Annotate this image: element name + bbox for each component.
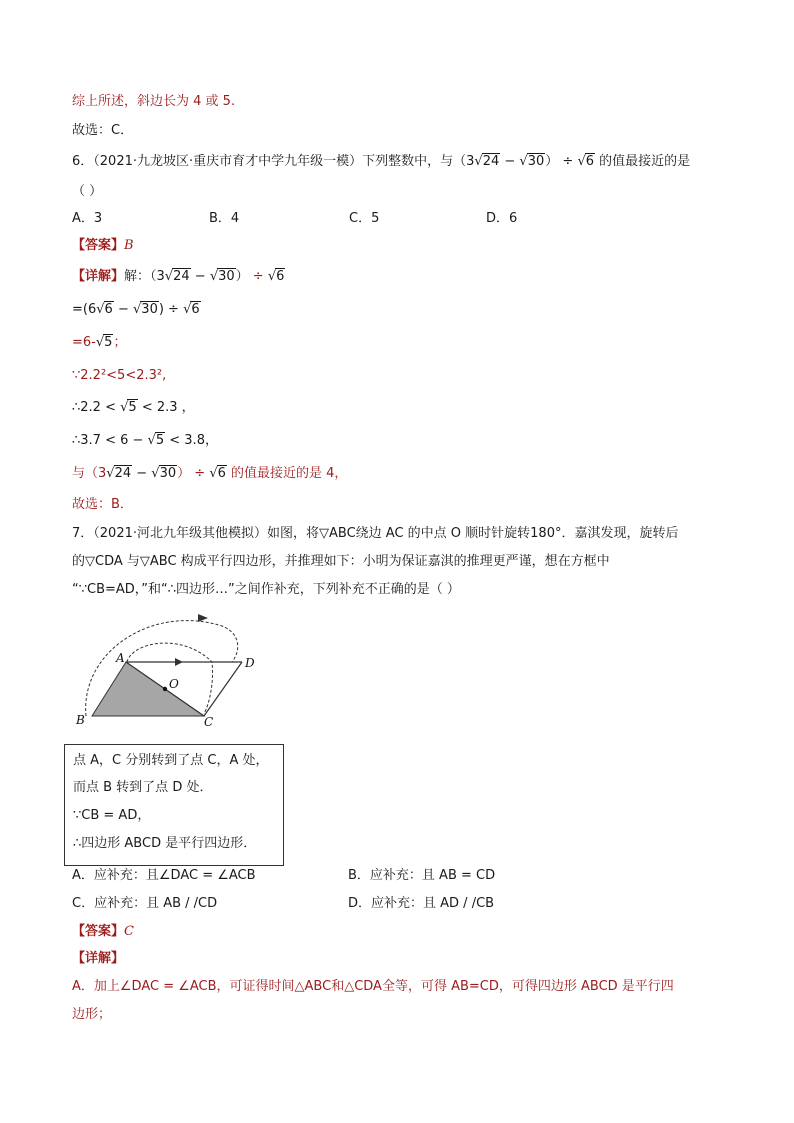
box-line-4: ∴四边形 ABCD 是平行四边形．: [73, 836, 257, 851]
q6-detail-lead-text: 解：（3: [124, 269, 165, 284]
q6-step2: =6-√5；: [72, 335, 127, 350]
q6-concl-a: 与（3: [72, 466, 107, 481]
q7-option-d: D．应补充：且 AD / /CB: [348, 896, 495, 911]
q6-stem-c: 的值最接近的是: [599, 154, 691, 169]
label-b: B: [76, 713, 85, 727]
q7-answer-value: C: [124, 924, 134, 939]
midpoint-o: [163, 687, 167, 691]
q6-rad-24: 24: [482, 154, 500, 169]
q7-line1: 7．（2021·河北九年级其他模拟）如图，将▽ABC绕边 AC 的中点 O 顺时针旋转180°．嘉淇发现，旋转后: [72, 526, 679, 541]
q6-stem-b: ）: [545, 154, 559, 169]
q6-stem-a: 6．（2021·九龙坡区·重庆市育才中学九年级一模）下列整数中，与（: [72, 154, 467, 169]
q6-options: [72, 209, 632, 229]
q7-option-b: B．应补充：且 AB = CD: [348, 868, 496, 883]
parallelogram-figure: [72, 612, 272, 728]
q6-choice: 故选：B．: [72, 497, 133, 512]
q6-answer: [72, 236, 134, 256]
q7-detail-line2: 边形；: [72, 1007, 112, 1022]
q6-answer-label: 【答案】: [72, 238, 125, 253]
q6-answer-value: B: [124, 238, 134, 253]
q6-option-a: A．3: [72, 211, 103, 226]
choice-text: 故选：C．: [72, 123, 134, 138]
q6-option-c: C．5: [349, 211, 380, 226]
q7-answer: [72, 922, 134, 942]
box-line-1: 点 A，C 分别转到了点 C，A 处，: [73, 753, 269, 768]
label-d: D: [245, 656, 255, 670]
q6-rad-6: 6: [585, 154, 595, 169]
q6-step1: =(6√6 − √30) ÷ √6: [72, 302, 200, 317]
q6-step5-a: ∴3.7 < 6 −: [72, 433, 144, 448]
q6-conclusion: 与（3√24 − √30） ÷ √6 的值最接近的是 4，: [72, 466, 348, 481]
q6-step1-text: =(6: [72, 302, 97, 317]
q7-option-a: A．应补充：且∠DAC = ∠ACB: [72, 868, 256, 883]
summary-text: 综上所述，斜边长为 4 或 5.: [72, 94, 236, 109]
q6-concl-b: 的值最接近的是 4，: [231, 466, 348, 481]
q6-step3: ∵2.2²<5<2.3²,: [72, 368, 167, 383]
q6-paren: （ ）: [72, 184, 103, 199]
q7-detail-line1: A．加上∠DAC = ∠ACB，可证得时间△ABC和△CDA全等，可得 AB=CD，可得四边形 ABCD 是平行四: [72, 979, 674, 994]
q6-step2-end: ；: [113, 335, 127, 350]
q6-step2-text: =6-: [72, 335, 96, 350]
label-c: C: [204, 715, 214, 728]
triangle-abc: [92, 662, 204, 716]
q6-step4-a: ∴2.2 <: [72, 400, 116, 415]
q7-line3: “∵CB=AD，”和“∴四边形…”之间作补充，下列补充不正确的是（ ）: [72, 582, 460, 597]
box-line-2: 而点 B 转到了点 D 处．: [73, 780, 213, 795]
q6-detail-label: 【详解】: [72, 269, 125, 284]
q6-option-b: B．4: [209, 211, 240, 226]
box-line-3: ∵CB = AD，: [73, 808, 151, 823]
q7-detail-label: 【详解】: [72, 951, 125, 966]
q7-option-c: C．应补充：且 AB / /CD: [72, 896, 218, 911]
q6-step5: ∴3.7 < 6 − √5 < 3.8，: [72, 433, 218, 448]
side-dc: [204, 662, 242, 716]
q6-stem: 6．（2021·九龙坡区·重庆市育才中学九年级一模）下列整数中，与（3√24 − √30） ÷ √6 的值最接近的是: [72, 154, 691, 169]
arc-arrow-head: [198, 614, 208, 622]
label-a: A: [116, 651, 125, 665]
q6-step5-b: < 3.8，: [169, 433, 218, 448]
reasoning-box: [64, 744, 284, 866]
q6-option-d: D．6: [486, 211, 518, 226]
q6-rad-30: 30: [527, 154, 545, 169]
q7-line2: 的▽CDA 与▽ABC 构成平行四边形，并推理如下：小明为保证嘉淇的推理更严谨，想在方框中: [72, 554, 610, 569]
label-o: O: [169, 677, 179, 691]
q7-answer-label: 【答案】: [72, 924, 125, 939]
q6-detail-lead: 【详解】解：（3√24 − √30） ÷ √6: [72, 269, 285, 284]
q6-step4-b: < 2.3 ，: [141, 400, 195, 415]
q6-step4: ∴2.2 < √5 < 2.3 ，: [72, 400, 195, 415]
